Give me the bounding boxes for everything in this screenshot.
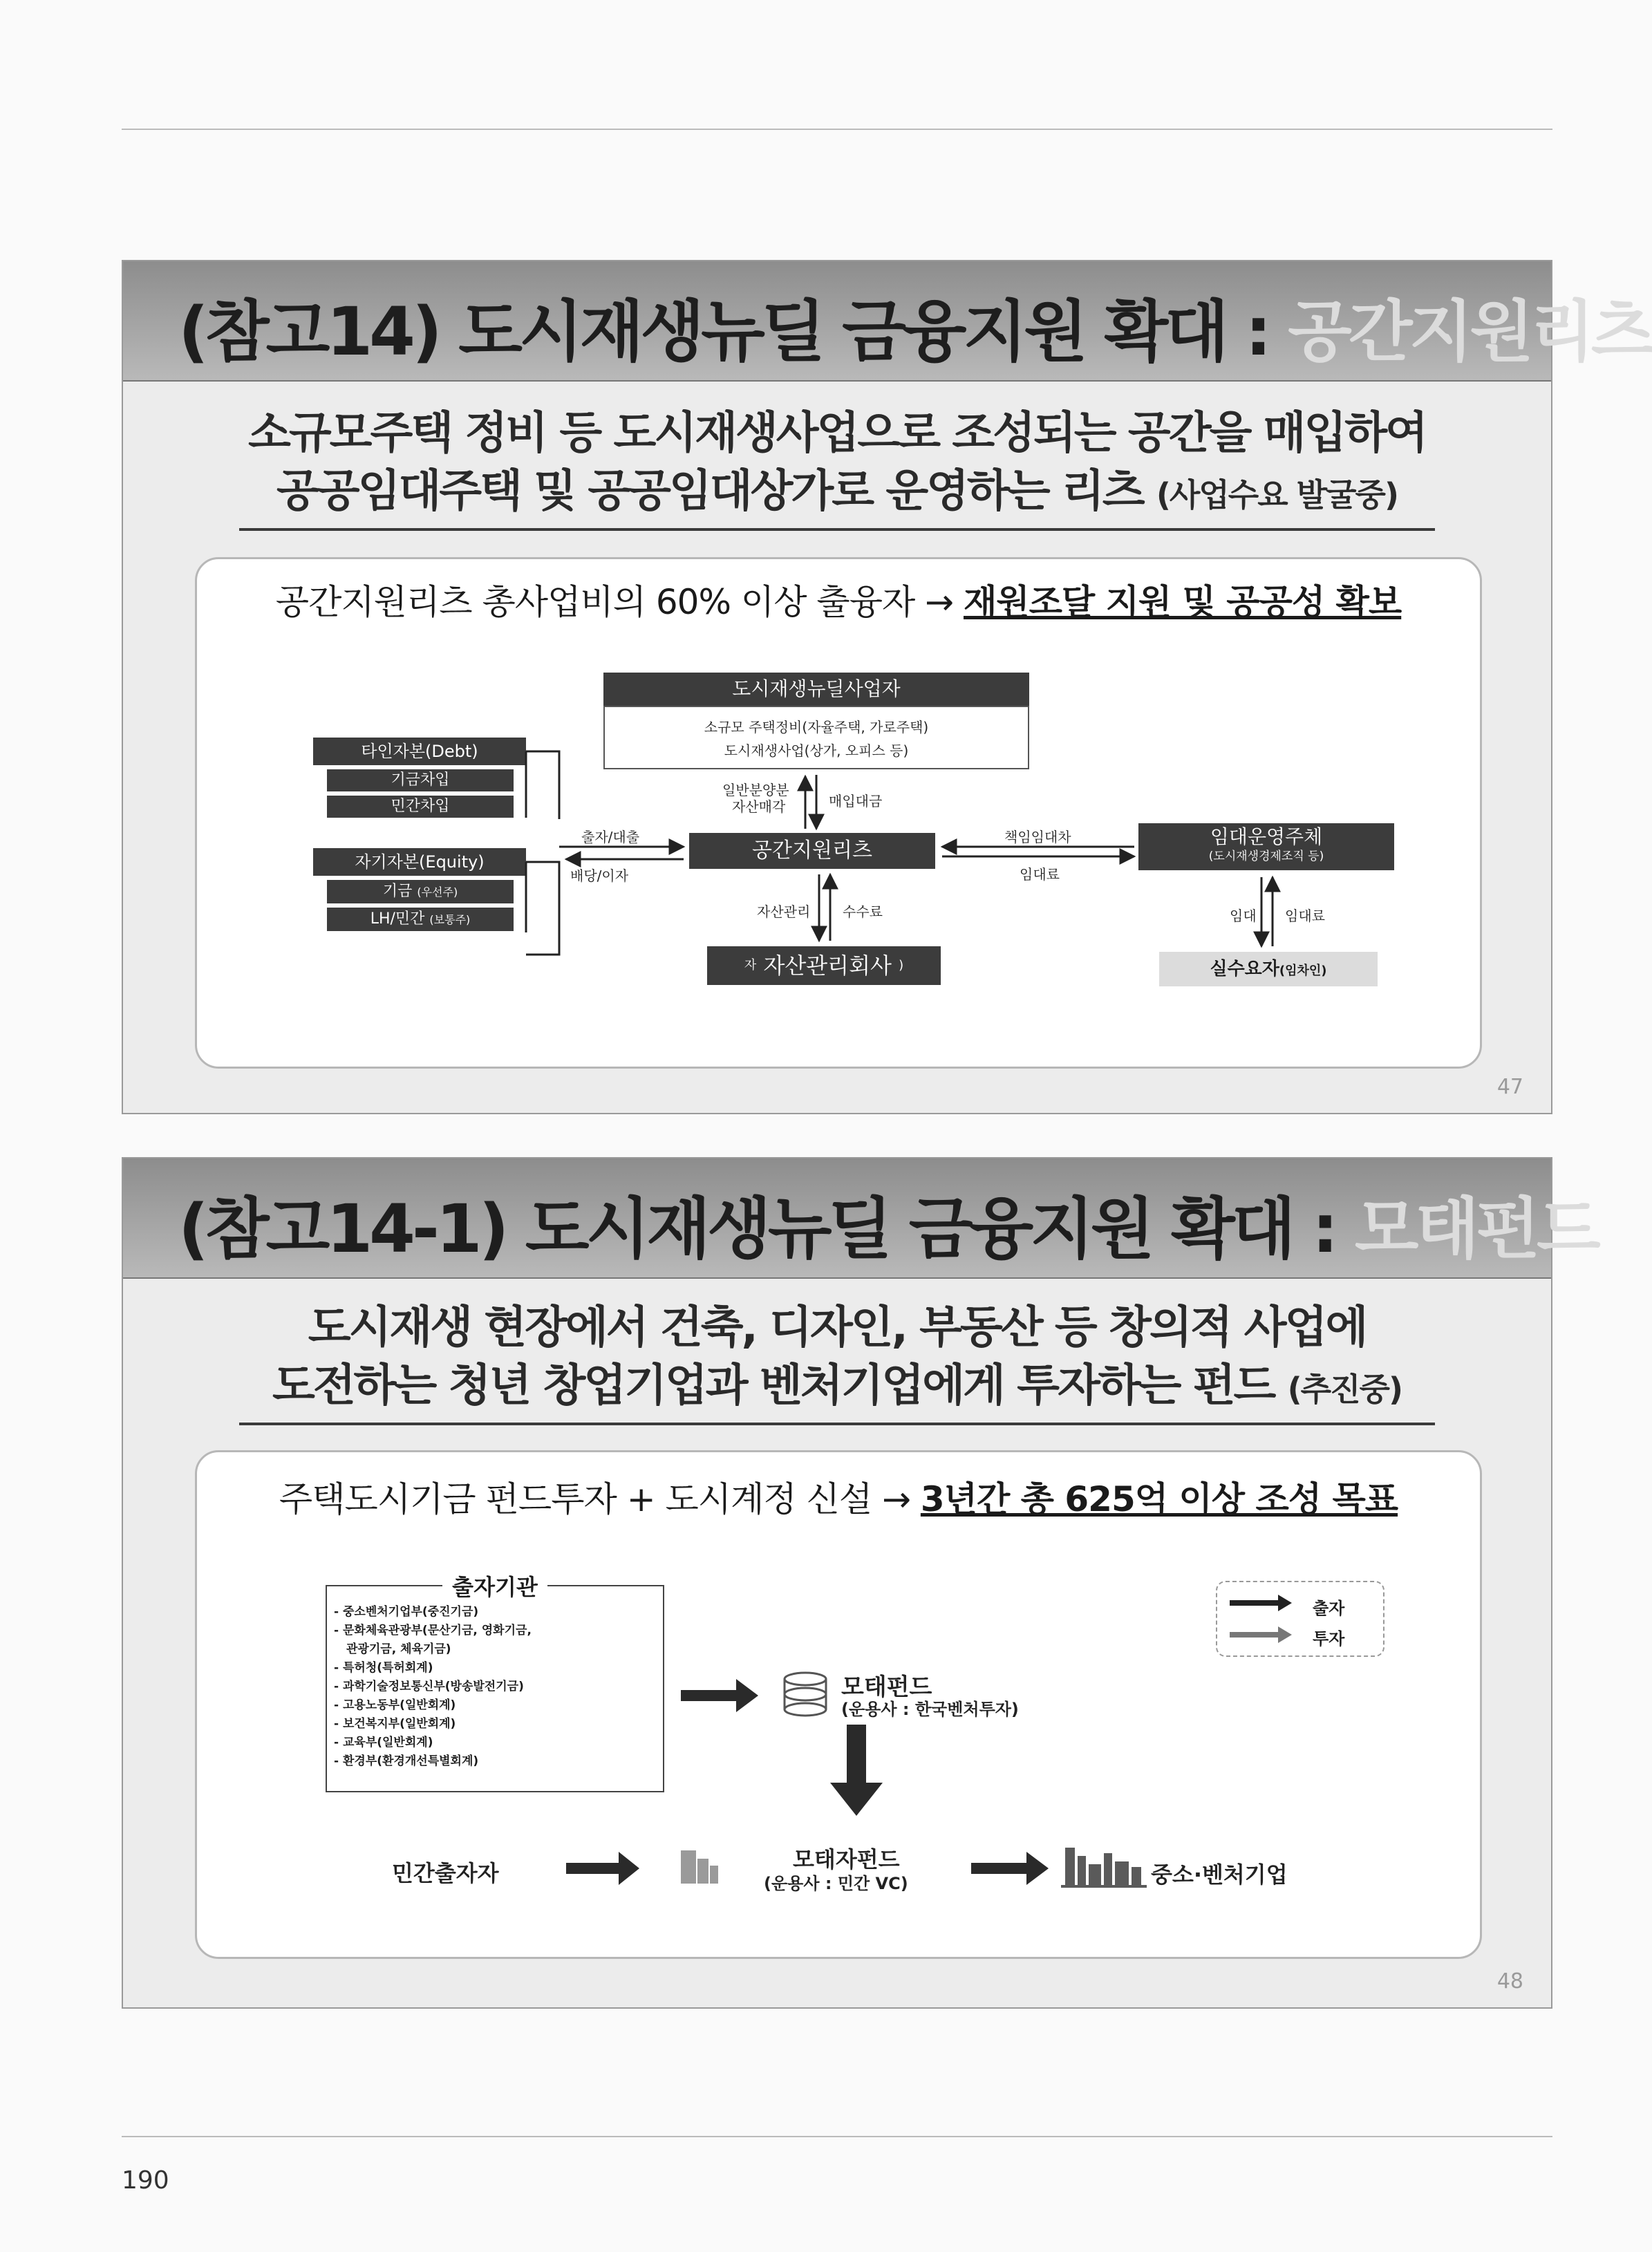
- diagram-connectors: [197, 559, 1480, 1067]
- developer-line-1: 소규모 주택정비(자율주택, 가로주택): [704, 719, 929, 735]
- equity-item-fund: 기금 (우선주): [327, 880, 514, 903]
- slide-mother-fund: [122, 1157, 1597, 2009]
- reits-box: 공간지원리츠: [689, 833, 935, 869]
- city-skyline-icon: [1061, 1848, 1147, 1888]
- developer-title: 도시재생뉴딜사업자: [603, 673, 1029, 706]
- sub-fund-label: 모태자펀드: [793, 1846, 900, 1873]
- summary-emphasis: 3년간 총 625억 이상 조성 목표: [920, 1479, 1398, 1519]
- list-item: - 보건복지부(일반회계): [334, 1717, 456, 1731]
- slide-title-highlight: 공간지원리츠: [1288, 293, 1652, 370]
- debt-item-fund-loan: 기금차입: [327, 769, 514, 791]
- developer-line-2: 도시재생사업(상가, 오피스 등): [724, 742, 909, 759]
- label-lease: 임대: [1230, 908, 1257, 924]
- tenant-box: 실수요자(임차인): [1159, 952, 1378, 986]
- legend-investment: 투자: [1313, 1629, 1345, 1649]
- equity-item-lh-private: LH/민간 (보통주): [327, 908, 514, 931]
- private-investor-label: 민간출자자: [392, 1860, 499, 1886]
- sme-label: 중소·벤처기업: [1151, 1861, 1288, 1888]
- list-item: - 과학기술정보통신부(방송발전기금): [334, 1680, 524, 1693]
- headline-underline: [239, 528, 1435, 531]
- debt-item-private-loan: 민간차입: [327, 796, 514, 818]
- slide-page-number: 48: [1496, 1969, 1523, 1993]
- mother-fund-manager: (운용사 : 한국벤처투자): [841, 1700, 1019, 1719]
- headline-line-1: 도시재생 현장에서 건축, 디자인, 부동산 등 창의적 사업에: [308, 1302, 1367, 1353]
- bottom-rule: [122, 2136, 1552, 2137]
- list-item: - 교육부(일반회계): [334, 1736, 433, 1749]
- label-dividend-interest: 배당/이자: [570, 867, 629, 884]
- list-item: - 고용노동부(일반회계): [334, 1698, 456, 1712]
- list-item: 관광기금, 체육기금): [346, 1642, 451, 1656]
- legend-invest: 출자: [1313, 1599, 1345, 1618]
- sub-fund-manager: (운용사 : 민간 VC): [764, 1874, 908, 1893]
- label-fee: 수수료: [843, 903, 883, 920]
- label-asset-management: 자산관리: [757, 903, 811, 920]
- headline-note: (사업수요 발굴중): [1156, 476, 1398, 514]
- label-purchase-payment: 매입대금: [829, 793, 883, 809]
- headline-line-2: 공공임대주택 및 공공임대상가로 운영하는 리츠 (사업수요 발굴중): [276, 466, 1398, 517]
- slide-page-number: 47: [1496, 1075, 1523, 1099]
- list-item: - 특허청(특허회계): [334, 1661, 433, 1675]
- summary-line: 공간지원리츠 총사업비의 60% 이상 출융자 → 재원조달 지원 및 공공성 확보: [275, 582, 1402, 622]
- operator-title: 임대운영주체: [1210, 825, 1323, 848]
- slide-title-banner: [123, 1158, 1597, 1279]
- content-panel: [195, 557, 1482, 1069]
- database-icon: [785, 1673, 826, 1716]
- summary-line: 주택도시기금 펀드투자 + 도시계정 신설 → 3년간 총 625억 이상 조성 목표: [279, 1479, 1398, 1519]
- investor-list-title: 출자기관: [327, 1570, 663, 1602]
- slide-title-highlight: 모태펀드: [1354, 1190, 1597, 1268]
- label-asset-sale-1: 일반분양분: [722, 782, 789, 798]
- label-master-lease: 책임임대차: [1004, 829, 1071, 845]
- debt-title: 타인자본(Debt): [313, 738, 526, 765]
- headline-underline: [239, 1423, 1435, 1425]
- headline-note: (추진중): [1287, 1371, 1402, 1408]
- list-item: - 중소벤처기업부(중진기금): [334, 1605, 479, 1619]
- operator-sub: (도시재생경제조직 등): [1208, 850, 1324, 863]
- content-panel: [195, 1450, 1482, 1959]
- slide-title: (참고14-1) 도시재생뉴딜 금융지원 확대 : 모태펀드: [178, 1190, 1597, 1268]
- building-icon: [681, 1850, 718, 1884]
- headline-line-1: 소규모주택 정비 등 도시재생사업으로 조성되는 공간을 매입하여: [248, 408, 1426, 459]
- equity-title: 자기자본(Equity): [313, 848, 526, 876]
- summary-emphasis: 재원조달 지원 및 공공성 확보: [963, 582, 1402, 622]
- slide-title: (참고14) 도시재생뉴딜 금융지원 확대 : 공간지원리츠: [178, 293, 1652, 370]
- label-asset-sale-2: 자산매각: [732, 798, 786, 815]
- page-number: 190: [122, 2166, 169, 2195]
- slide-spatial-reits: [122, 260, 1652, 1114]
- top-rule: [122, 129, 1552, 130]
- list-item: - 환경부(환경개선특별회계): [334, 1754, 479, 1768]
- list-item: - 문화체육관광부(문산기금, 영화기금,: [334, 1624, 532, 1638]
- mother-fund-label: 모태펀드: [841, 1673, 932, 1701]
- amc-box: $^자$ 자산관리회사 ): [707, 946, 941, 985]
- label-invest-loan: 출자/대출: [581, 829, 640, 845]
- slide-title-banner: [123, 261, 1652, 382]
- label-rent-2: 임대료: [1285, 908, 1325, 924]
- label-rent: 임대료: [1020, 866, 1060, 883]
- headline-line-2: 도전하는 청년 창업기업과 벤처기업에게 투자하는 펀드 (추진중): [272, 1360, 1402, 1411]
